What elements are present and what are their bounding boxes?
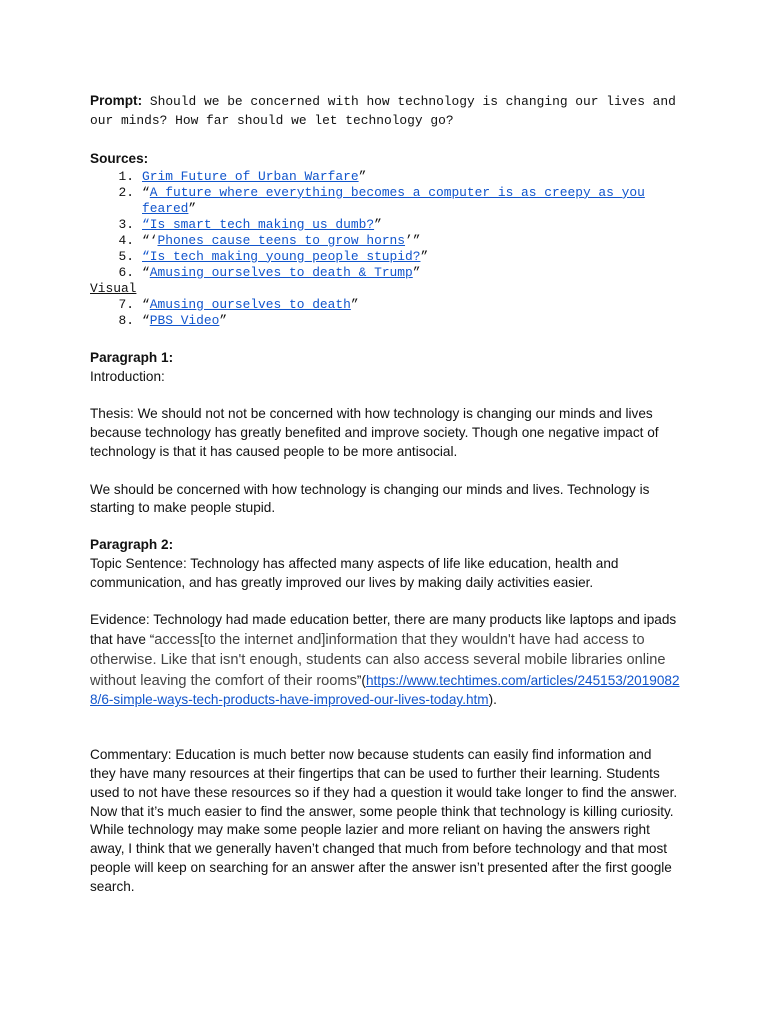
source-number: 8. [118, 312, 134, 328]
evidence-citation-link[interactable]: https://www.techtimes.com/articles/245153/20190828/6-simple-ways-tech-products-have-improved-our-lives-today.htm [90, 672, 680, 708]
source-number: 5. [118, 248, 134, 264]
source-close-quote: ” [420, 248, 429, 264]
source-item [90, 265, 690, 281]
source-close-quote: ” [350, 296, 359, 312]
paragraph-2-commentary: Commentary: Education is much better now because students can easily find information and they have many resources at their fingertips that can be used to further their learning. Students used to not have these resources so if they had a question it would take longer to find the answer. Now that it’s much easier to find the answer, some people think that technology is killing curiosity. While technology may make some people lazier and more reliant on having the answers right away, I think that we generally haven’t changed that much from before technology and that most people will keep on searching for an answer after the answer isn’t presented after the first google search. [90, 747, 678, 894]
source-open-quote: “ [142, 264, 150, 280]
evidence-intro: Evidence: Technology had made education better, there are many products like laptops and ipads that have “ [90, 612, 677, 647]
visual-sources-list [90, 297, 690, 329]
paragraph-2-heading: Paragraph 2: [90, 537, 174, 552]
source-link[interactable]: “Is tech making young people stupid? [142, 248, 421, 264]
prompt-block [90, 92, 690, 130]
source-item [90, 169, 690, 185]
source-text [142, 313, 690, 329]
source-text [142, 185, 690, 217]
paragraph-1-heading: Paragraph 1: [90, 350, 174, 365]
evidence-citation-open: ”( [356, 672, 366, 688]
source-link[interactable]: Grim Future of Urban Warfare [142, 168, 359, 184]
source-item [90, 233, 690, 249]
source-open-quote: “‘ [142, 232, 158, 248]
source-open-quote: “ [142, 296, 150, 312]
sources-block [90, 150, 690, 329]
paragraph-2-topic-sentence: Topic Sentence: Technology has affected many aspects of life like education, health and communication, and has greatly improved our lives by making daily activities easier. [90, 555, 619, 590]
source-number: 7. [118, 296, 134, 312]
source-number: 6. [118, 264, 134, 280]
paragraph-1-thesis: Thesis: We should not not be concerned with how technology is changing our minds and lives because technology has greatly benefited and improve society. Though one negative impact of technology is that it has caused people to be more antisocial. [90, 406, 659, 459]
source-number: 2. [118, 184, 134, 200]
source-link[interactable]: Amusing ourselves to death & Trump [149, 264, 413, 280]
paragraph-1 [90, 349, 680, 518]
source-number: 4. [118, 232, 134, 248]
source-close-quote: ” [412, 264, 421, 280]
source-close-quote: ” [219, 312, 228, 328]
source-item [90, 217, 690, 233]
paragraph-2-evidence [90, 611, 680, 710]
source-close-quote: ” [374, 216, 382, 232]
source-item [90, 249, 690, 265]
source-link[interactable]: Amusing ourselves to death [149, 296, 351, 312]
source-close-quote: ” [188, 200, 197, 216]
source-text [142, 169, 690, 185]
source-text [142, 265, 690, 281]
source-text [142, 217, 690, 233]
source-text [142, 233, 690, 249]
visual-label: Visual [90, 280, 137, 296]
source-text [142, 297, 690, 313]
source-link[interactable]: “Is smart tech making us dumb? [142, 216, 375, 232]
evidence-quote: access[to the internet and]information that they wouldn't have had access to otherwise. Like that isn't enough, students can also access several mobile libraries online without leaving the comfort of their rooms [90, 631, 666, 689]
source-close-quote: ” [358, 168, 367, 184]
source-close-quote: ’” [405, 232, 421, 248]
prompt-text: Should we be concerned with how technology is changing our lives and our minds? How far should we let technology go? [90, 94, 676, 128]
paragraph-2 [90, 536, 680, 897]
source-item [90, 313, 690, 329]
source-item [90, 297, 690, 313]
source-open-quote: “ [142, 184, 150, 200]
source-item [90, 185, 690, 217]
source-text [142, 249, 690, 265]
evidence-citation-close: ). [488, 692, 497, 708]
paragraph-1-alt-thesis: We should be concerned with how technology is changing our minds and lives. Technology is starting to make people stupid. [90, 481, 650, 516]
source-link[interactable]: Phones cause teens to grow horns [157, 232, 406, 248]
sources-heading: Sources: [90, 151, 149, 166]
source-open-quote: “ [142, 312, 150, 328]
source-link[interactable]: PBS Video [149, 312, 220, 328]
paragraph-1-intro: Introduction: [90, 368, 165, 384]
prompt-label: Prompt: [90, 93, 143, 108]
sources-list [90, 169, 690, 281]
source-number: 3. [118, 216, 134, 232]
source-link[interactable]: A future where everything becomes a computer is as creepy as you feared [142, 184, 645, 216]
source-number: 1. [118, 168, 134, 184]
